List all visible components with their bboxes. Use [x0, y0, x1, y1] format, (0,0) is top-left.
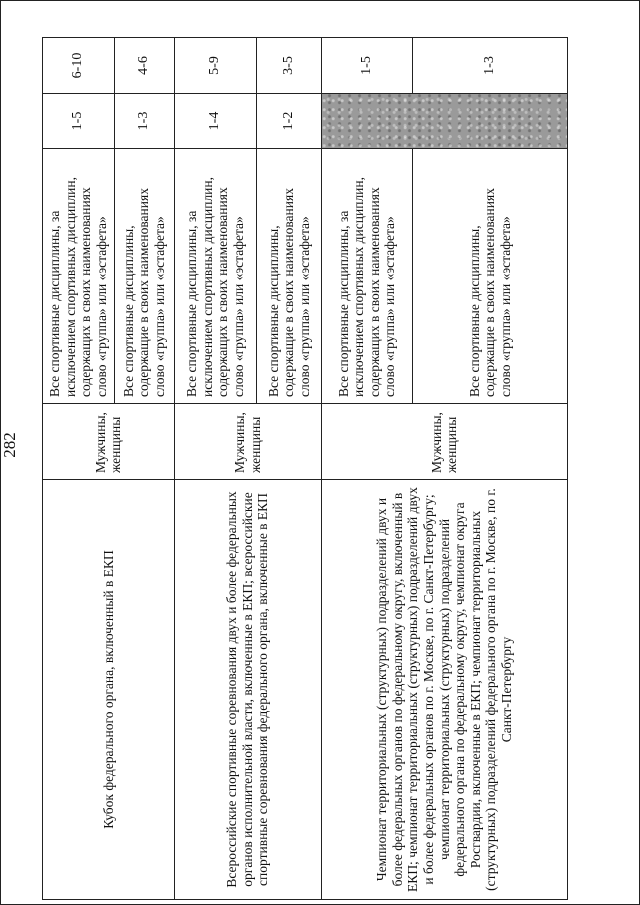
age-range-cell: 1-2 — [257, 94, 321, 149]
places-cell: 1-5 — [321, 38, 412, 94]
sex-cell: Мужчины, женщины — [321, 404, 567, 480]
discipline-cell: Все спортивные дисциплины, содержащие в своих наименованиях слово «группа» или «эстафета» — [114, 149, 174, 404]
sex-cell: Мужчины, женщины — [43, 404, 175, 480]
table-row — [321, 38, 412, 900]
competition-cell: Чемпионат территориальных (структурных) подразделений двух и более федеральных органов по федеральному округу, включенный в ЕКП; чемпионат территориальных (структурных) подразделений двух и более федеральных органов по г. Москве, по г. Санкт-Петербургу; чемпионат территориальных (структурных) подразделений федерального органа по федеральному округу, чемпионат округа Росгвардии, включенные в ЕКП; чемпионат территориальных (структурных) подразделений федерального органа по г. Москве, по г. Санкт-Петербургу — [321, 480, 567, 900]
discipline-cell: Все спортивные дисциплины, за исключением спортивных дисциплин, содержащих в своих наименованиях слово «группа» или «эстафета» — [43, 149, 115, 404]
competition-cell: Кубок федерального органа, включенный в ЕКП — [43, 480, 175, 900]
discipline-cell: Все спортивные дисциплины, содержащие в своих наименованиях слово «группа» или «эстафета» — [412, 149, 567, 404]
sex-cell: Мужчины, женщины — [174, 404, 321, 480]
places-cell: 3-5 — [257, 38, 321, 94]
places-cell: 5-9 — [174, 38, 257, 94]
age-range-cell: 1-4 — [174, 94, 257, 149]
competition-cell: Всероссийские спортивные соревнования двух и более федеральных органов исполнительной власти, включенные в ЕКП; всероссийские спортивные соревнования федерального органа, включенные в ЕКП — [174, 480, 321, 900]
shaded-age-cell — [321, 94, 567, 149]
page-number: 282 — [0, 432, 19, 458]
places-cell: 4-6 — [114, 38, 174, 94]
age-range-cell: 1-5 — [43, 94, 115, 149]
places-cell: 1-3 — [412, 38, 567, 94]
table-row — [174, 38, 257, 900]
discipline-cell: Все спортивные дисциплины, за исключением спортивных дисциплин, содержащих в своих наименованиях слово «группа» или «эстафета» — [174, 149, 257, 404]
table-row — [43, 38, 115, 900]
age-range-cell: 1-3 — [114, 94, 174, 149]
discipline-cell: Все спортивные дисциплины, за исключением спортивных дисциплин, содержащих в своих наименованиях слово «группа» или «эстафета» — [321, 149, 412, 404]
places-cell: 6-10 — [43, 38, 115, 94]
requirements-table — [42, 37, 568, 900]
discipline-cell: Все спортивные дисциплины, содержащие в своих наименованиях слово «группа» или «эстафета» — [257, 149, 321, 404]
